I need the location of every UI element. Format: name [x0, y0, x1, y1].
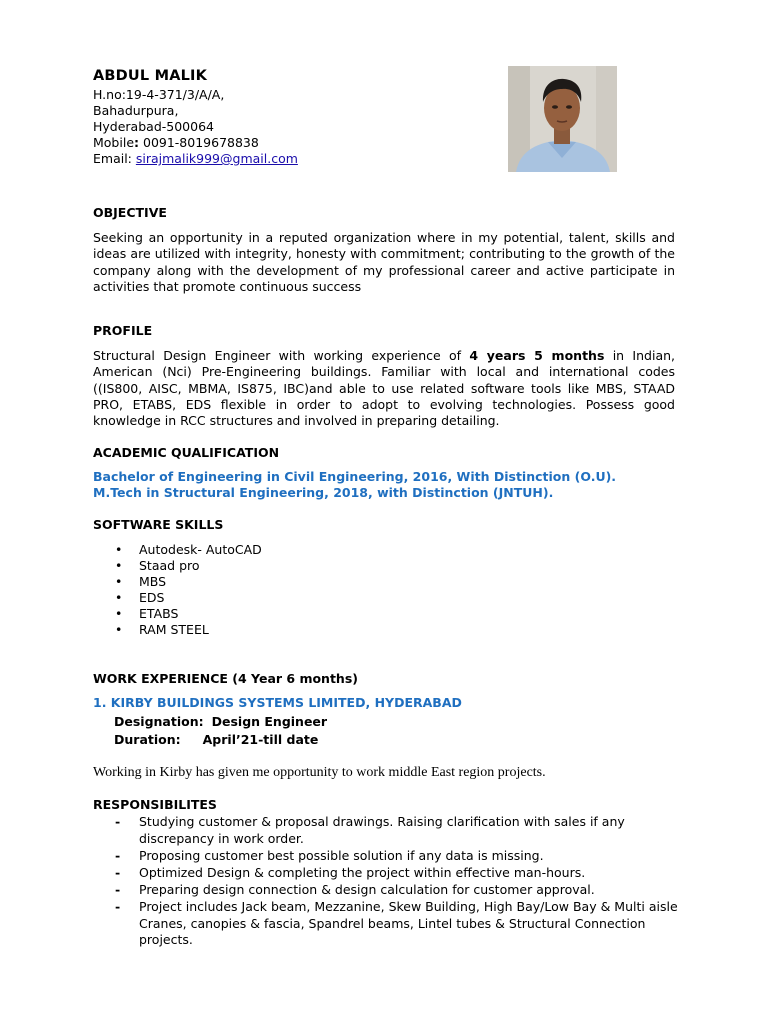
bullet-icon: • [115, 542, 123, 557]
profile-experience: 4 years 5 months [469, 348, 605, 363]
profile-text-start: Structural Design Engineer with working experience of [93, 348, 470, 363]
bullet-icon: • [115, 622, 123, 637]
email-label: Email: [93, 151, 136, 166]
work-heading: WORK EXPERIENCE (4 Year 6 months) [93, 671, 358, 686]
mobile-number: 0091-8019678838 [139, 135, 259, 150]
duration-line [114, 732, 318, 748]
academic-heading: ACADEMIC QUALIFICATION [93, 445, 280, 460]
responsibility-text: Optimized Design & completing the project within effective man-hours. [139, 865, 586, 880]
address-line-3: Hyderabad-500064 [93, 119, 214, 134]
bullet-icon: • [115, 558, 123, 573]
responsibility-text: Proposing customer best possible solution if any data is missing. [139, 848, 544, 863]
designation-label: Designation: [114, 714, 204, 729]
mobile-line [93, 135, 259, 151]
academic-item: M.Tech in Structural Engineering, 2018, with Distinction (JNTUH). [93, 485, 554, 500]
responsibilities-heading: RESPONSIBILITES [93, 797, 217, 812]
mobile-separator: : [134, 135, 140, 150]
address-line-2: Bahadurpura, [93, 103, 179, 118]
bullet-icon: • [115, 606, 123, 621]
portrait-image [508, 66, 617, 172]
skill-label: Staad pro [139, 558, 200, 573]
address-line-1: H.no:19-4-371/3/A/A, [93, 87, 225, 102]
skill-label: Autodesk- AutoCAD [139, 542, 262, 557]
skill-label: ETABS [139, 606, 179, 621]
academic-item: Bachelor of Engineering in Civil Engineering, 2016, With Distinction (O.U). [93, 469, 617, 484]
dash-icon: - [115, 899, 121, 914]
skill-label: EDS [139, 590, 165, 605]
company-name: 1. KIRBY BUILDINGS SYSTEMS LIMITED, HYDERABAD [93, 695, 462, 710]
bullet-icon: • [115, 574, 123, 589]
work-summary: Working in Kirby has given me opportunity to work middle East region projects. [93, 765, 546, 780]
profile-photo [508, 66, 617, 172]
responsibility-text: Preparing design connection & design calculation for customer approval. [139, 882, 595, 897]
dash-icon: - [115, 848, 121, 863]
designation-value: Design Engineer [211, 714, 328, 729]
profile-heading: PROFILE [93, 323, 153, 338]
profile-text [93, 348, 675, 429]
skill-label: MBS [139, 574, 167, 589]
objective-heading: OBJECTIVE [93, 205, 167, 220]
mobile-label: Mobile [93, 135, 135, 150]
bullet-icon: • [115, 590, 123, 605]
designation-line [114, 714, 327, 730]
responsibility-text: Studying customer & proposal drawings. Raising clarification with sales if any discrepancy in work order. [139, 814, 625, 846]
duration-value: April’21-till date [202, 732, 319, 747]
dash-icon: - [115, 865, 121, 880]
skill-label: RAM STEEL [139, 622, 209, 637]
responsibility-text: Project includes Jack beam, Mezzanine, Skew Building, High Bay/Low Bay & Multi aisle Cranes, canopies & fascia, Spandrel beams, Lintel tubes & Structural Connection projects. [139, 899, 678, 947]
email-link[interactable]: sirajmalik999@gmail.com [135, 151, 298, 166]
profile-text-end: in Indian, American (Nci) Pre-Engineering buildings. Familiar with local and international codes ((IS800, AISC, MBMA, IS875, IBC)and able to use related software tools like MBS, STAAD PRO, ETABS, EDS flexible in order to adopt to evolving technologies. Possess good knowledge in RCC structures and involved in preparing detailing. [93, 348, 676, 429]
software-heading: SOFTWARE SKILLS [93, 517, 224, 532]
email-line [93, 151, 298, 167]
dash-icon: - [115, 814, 121, 829]
dash-icon: - [115, 882, 121, 897]
duration-label: Duration: [114, 732, 181, 747]
objective-text: Seeking an opportunity in a reputed organization where in my potential, talent, skills and ideas are utilized with integrity, honesty with commitment; contributing to the growth of the company along with the development of my professional career and active participate in activities that promote continuous success [93, 230, 675, 294]
candidate-name: ABDUL MALIK [93, 68, 208, 84]
